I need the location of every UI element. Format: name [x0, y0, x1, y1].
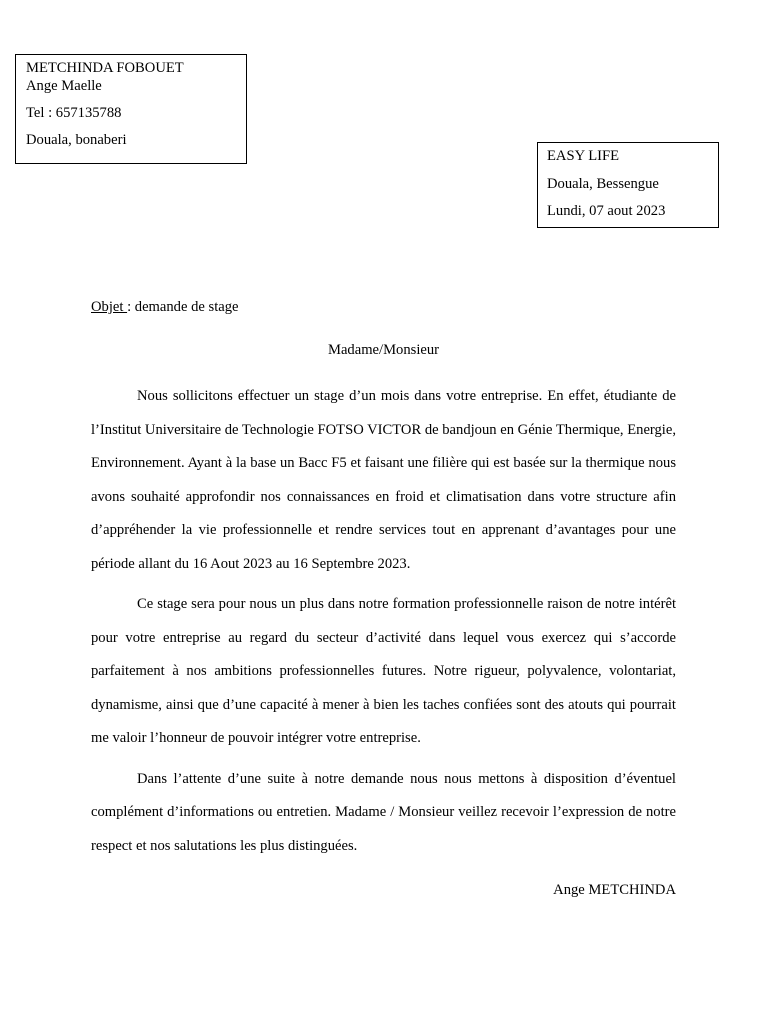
recipient-address-box — [537, 142, 719, 228]
sender-first-name: Ange Maelle — [26, 78, 102, 94]
salutation: Madame/Monsieur — [327, 342, 440, 358]
paragraph-closing: Dans l’attente d’une suite à notre demande nous nous mettons à disposition d’éventuel complément d’informations ou entretien. Madame / Monsieur veillez recevoir l’expression de notre respect et nos salutations les plus distinguées. — [91, 770, 676, 854]
sender-address-box — [15, 54, 247, 164]
letter-body — [91, 380, 676, 863]
sender-phone: Tel : 657135788 — [26, 105, 122, 121]
object-label: Objet — [91, 299, 128, 315]
object-text: : demande de stage — [127, 299, 239, 315]
recipient-address: Douala, Bessengue — [547, 175, 659, 192]
letter-date: Lundi, 07 aout 2023 — [547, 203, 666, 219]
recipient-company: EASY LIFE — [547, 148, 620, 164]
sender-name: METCHINDA FOBOUET — [26, 60, 184, 76]
letter-object — [91, 297, 239, 317]
sender-address: Douala, bonaberi — [26, 132, 127, 148]
paragraph-intro: Nous sollicitons effectuer un stage d’un mois dans votre entreprise. En effet, étudiante de l’Institut Universitaire de Technologie FOTSO VICTOR de bandjoun en Génie Thermique, Energie, Environnement. Ayant à la base un Bacc F5 et faisant une filière qui est basée sur la thermique nous avons souhaité approfondir nos connaissances en froid et climatisation dans votre structure afin d’appréhender la vie professionnelle et rendre services tout en apprenant d’avantages pour une période allant du 16 Aout 2023 au 16 Septembre 2023. — [91, 388, 676, 572]
signature: Ange METCHINDA — [553, 882, 676, 898]
paragraph-motivation: Ce stage sera pour nous un plus dans notre formation professionnelle raison de notre intérêt pour votre entreprise au regard du secteur d’activité dans lequel vous exercez qui s’accorde parfaitement à nos ambitions professionnelles futures. Notre rigueur, polyvalence, volontariat, dynamisme, ainsi que d’une capacité à mener à bien les taches confiées sont des atouts qui pourrait me valoir l’honneur de pouvoir intégrer votre entreprise. — [91, 596, 676, 746]
